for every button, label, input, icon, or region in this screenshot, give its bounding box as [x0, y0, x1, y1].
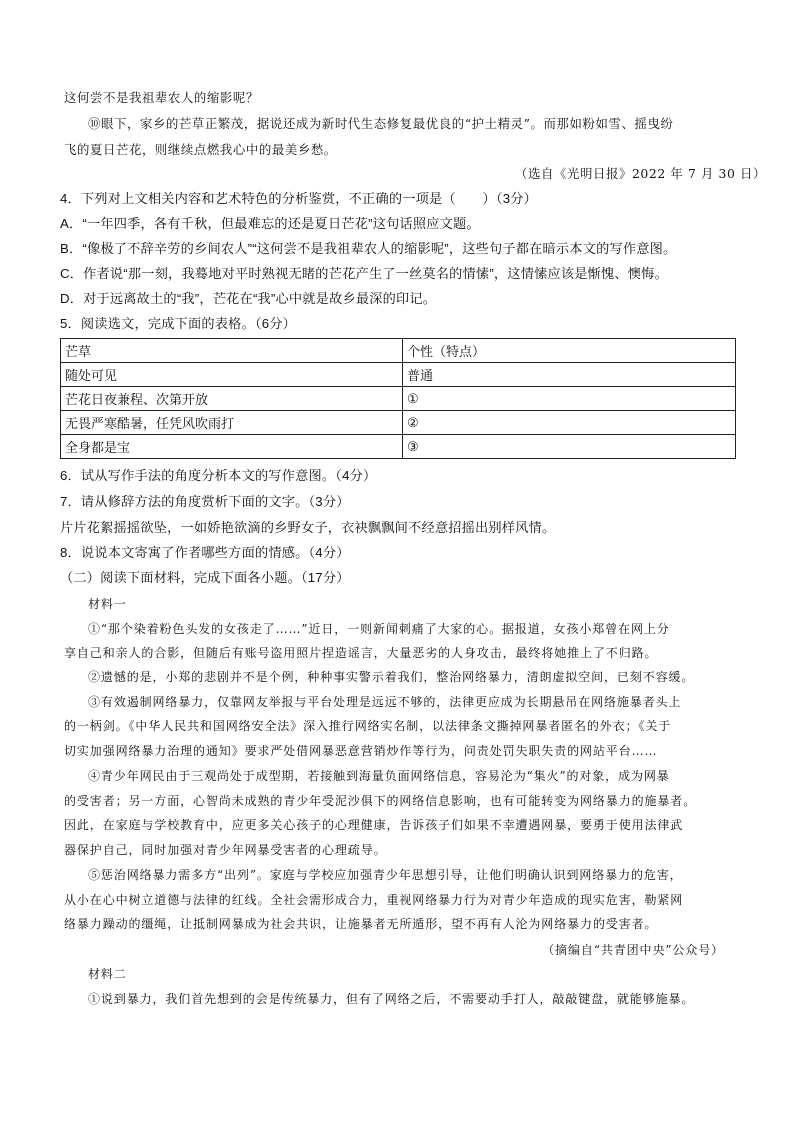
- material-1-paragraph: ④青少年网民由于三观尚处于成型期，若接触到海量负面网络信息，容易沦为“集火”的对象，成为网暴: [88, 769, 670, 783]
- material-1-paragraph: ③有效遏制网络暴力，仅靠网友举报与平台处理是远远不够的，法律更应成为长期悬吊在网络施暴者头上: [88, 695, 682, 709]
- material-1-paragraph: 络暴力躁动的缰绳，让抵制网暴成为社会共识，让施暴者无所遁形，望不再有人沦为网络暴力的受害者。: [64, 917, 658, 931]
- table-cell: 普通: [403, 363, 736, 387]
- question-4-option-c: C．作者说“那一刻，我蓦地对平时熟视无睹的芒花产生了一丝莫名的情愫”，这情愫应该是惭愧、懊悔。: [60, 266, 668, 281]
- material-1-paragraph: 享自己和亲人的合影，但随后有账号盗用照片捏造谣言，大量恶劣的人身攻击，最终将她推上了不归路。: [64, 646, 658, 660]
- question-6-stem: 6．试从写作手法的角度分析本文的写作意图。（4分）: [60, 468, 377, 483]
- material-1-paragraph: ①“那个染着粉色头发的女孩走了……”近日，一则新闻刺痛了大家的心。据报道，女孩小郑曾在网上分: [88, 622, 670, 636]
- material-2-title: 材料二: [88, 967, 127, 981]
- material-1-paragraph: 的一柄剑。《中华人民共和国网络安全法》深入推行网络实名制，以法律条文撕掉网暴者匿名的外衣；《关于: [64, 719, 672, 733]
- table-cell: ①: [403, 387, 736, 411]
- question-4-option-b: B．“像极了不辞辛劳的乡间农人”“这何尝不是我祖辈农人的缩影呢”，这些句子都在暗示本文的写作意图。: [60, 241, 677, 256]
- table-cell: ③: [403, 435, 736, 459]
- material-1-paragraph: 器保护自己，同时加强对青少年网暴受害者的心理疏导。: [64, 843, 387, 857]
- material-1-paragraph: ⑤惩治网络暴力需多方“出列”。家庭与学校应加强青少年思想引导，让他们明确认识到网络暴力的危害，: [88, 868, 683, 882]
- question-8-stem: 8．说说本文寄寓了作者哪些方面的情感。（4分）: [60, 545, 350, 560]
- material-1-paragraph: 从小在心中树立道德与法律的红线。全社会需形成合力，重视网络暴力行为对青少年造成的现实危害，勒紧网: [64, 893, 684, 907]
- table-cell: 芒花日夜兼程、次第开放: [61, 387, 403, 411]
- table-cell: 无畏严寒酷暑，任凭风吹雨打: [61, 411, 403, 435]
- table-header-cell: 个性（特点）: [403, 339, 736, 363]
- material-1-title: 材料一: [88, 597, 127, 611]
- question-7-text: 片片花絮摇摇欲坠，一如娇艳欲滴的乡野女子，衣袂飘飘间不经意招摇出别样风情。: [60, 520, 556, 535]
- passage-paragraph-10-cont: 飞的夏日芒花，则继续点燃我心中的最美乡愁。: [64, 142, 337, 157]
- passage-line: 这何尝不是我祖辈农人的缩影呢？: [64, 90, 259, 105]
- material-1-paragraph: 切实加强网络暴力治理的通知》要求严处借网暴恶意营销炒作等行为，问责处罚失职失责的网站平台……: [64, 744, 658, 758]
- question-4-option-d: D．对于远离故土的“我”，芒花在“我”心中就是故乡最深的印记。: [60, 291, 437, 306]
- material-1-paragraph: 因此，在家庭与学校教育中，应更多关心孩子的心理健康，告诉孩子们如果不幸遭遇网暴，要勇于使用法律武: [64, 818, 684, 832]
- table-row: [61, 387, 736, 411]
- question-4-option-a: A．“一年四季，各有千秋，但最难忘的还是夏日芒花”这句话照应文题。: [60, 216, 480, 231]
- material-1-paragraph: 的受害者；另一方面，心智尚未成熟的青少年受泥沙俱下的网络信息影响，也有可能转变为网络暴力的施暴者。: [64, 794, 697, 808]
- material-1-source: （摘编自“共青团中央”公众号）: [542, 943, 724, 957]
- question-5-stem: 5．阅读选文，完成下面的表格。（6分）: [60, 316, 297, 331]
- table-cell: 随处可见: [61, 363, 403, 387]
- material-2-paragraph: ①说到暴力，我们首先想到的会是传统暴力，但有了网络之后，不需要动手打人，敲敲键盘，就能够施暴。: [88, 992, 695, 1006]
- passage-source: （选自《光明日报》2022 年 7 月 30 日）: [515, 166, 766, 181]
- question-4-stem: 4．下列对上文相关内容和艺术特色的分析鉴赏，不正确的一项是（ ）（3分）: [60, 191, 538, 206]
- section-2-heading: （二）阅读下面材料，完成下面各小题。（17分）: [60, 570, 350, 585]
- table-cell: ②: [403, 411, 736, 435]
- question-5-table: [60, 338, 736, 459]
- table-header-row: [61, 339, 736, 363]
- question-7-stem: 7．请从修辞方法的角度赏析下面的文字。（3分）: [60, 494, 350, 509]
- material-1-paragraph: ②遗憾的是，小郑的悲剧并不是个例，种种事实警示着我们，整治网络暴力，清朗虚拟空间，已刻不容缓。: [88, 670, 695, 684]
- passage-paragraph-10: ⑩眼下，家乡的芒草正繁茂，据说还成为新时代生态修复最优良的“护土精灵”。而那如粉如雪、摇曳纷: [88, 116, 674, 131]
- table-row: [61, 411, 736, 435]
- table-cell: 全身都是宝: [61, 435, 403, 459]
- table-header-cell: 芒草: [61, 339, 403, 363]
- table-row: [61, 363, 736, 387]
- table-row: [61, 435, 736, 459]
